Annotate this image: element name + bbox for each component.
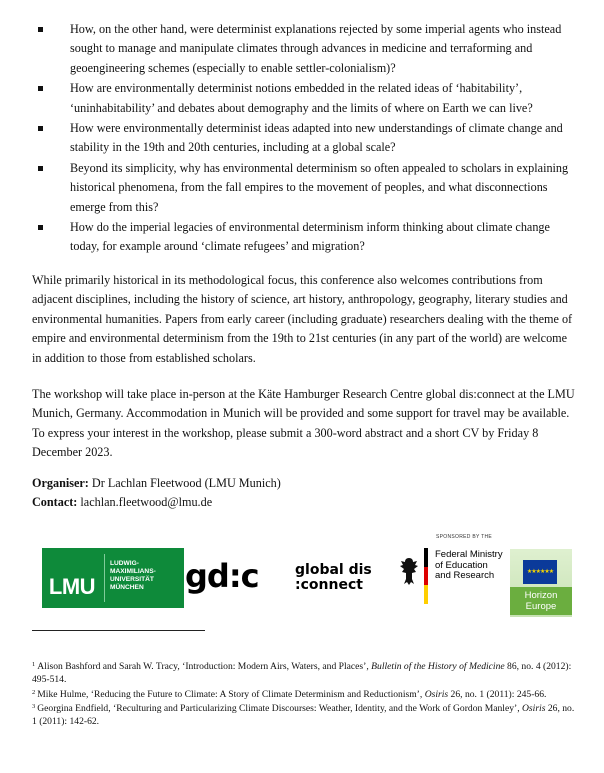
- list-item: [32, 20, 577, 78]
- footnote: [32, 659, 577, 687]
- question-text: Beyond its simplicity, why has environmental determinism so often appealed to scholars in explaining historical phenomena, from the fall empires to the movement of peoples, and what disconnections emerge from this?: [70, 160, 569, 214]
- footnote-citation: 86, no. 4 (2012): 495-514.: [32, 661, 572, 685]
- footnote-text: Mike Hulme, ‘Reducing the Future to Climate: A Story of Climate Determinism and Reductionism’,: [37, 688, 425, 700]
- footnote-number: 1: [32, 661, 36, 668]
- bullet-square-icon: [38, 166, 43, 171]
- footnote-journal: Osiris: [424, 688, 449, 700]
- bullet-square-icon: [38, 27, 43, 32]
- footnote-citation: 26, no. 1 (2011): 142-62.: [32, 703, 575, 728]
- sponsor-logos: [32, 534, 577, 618]
- disciplines-paragraph: While primarily historical in its methodological focus, this conference also welcomes contributions from adjacent disciplines, including the history of science, art history, anthropology, geography, literary studies and environmental humanities. Papers from early career (including graduate) researchers dealing with the theme of empire and environmental determinism from the 19th to 21st centuries (in any part of the world) are welcome in addition to those from established scholars.: [32, 273, 573, 365]
- footnote-text: Alison Bashford and Sarah W. Tracy, ‘Introduction: Modern Airs, Waters, and Places’,: [37, 661, 372, 672]
- list-item: [32, 119, 577, 158]
- question-list: [32, 20, 577, 258]
- federal-eagle-icon: [397, 552, 421, 592]
- lmu-logo-divider: [104, 554, 105, 602]
- contact-line: [32, 493, 212, 512]
- german-flag-icon: [424, 548, 428, 604]
- horizon-europe-logo: [510, 549, 572, 617]
- footnotes: [32, 659, 577, 729]
- list-item: [32, 218, 577, 257]
- lmu-logo-mark: LMU: [48, 574, 96, 599]
- global-disconnect-logo: global dis :connect: [295, 562, 372, 593]
- question-text: How, on the other hand, were determinist explanations rejected by some imperial agents who instead sought to manage and manipulate climates through advances in medicine and terraforming and geoengineering schemes (especially to enable settler-colonialism)?: [70, 22, 562, 75]
- footnote: [32, 701, 577, 729]
- logistics-paragraph: The workshop will take place in-person at the Käte Hamburger Research Centre global dis:connect at the LMU Munich, Germany. Accommodation in Munich will be provided and some support for travel may be available. To express your interest in the workshop, please submit a 300-word abstract and a short CV by Friday 8 December 2023.: [32, 387, 575, 460]
- footnote-journal: Bulletin of the History of Medicine: [371, 661, 505, 672]
- contact-email[interactable]: lachlan.fleetwood@lmu.de: [80, 495, 213, 509]
- footnote-journal: Osiris: [522, 703, 546, 715]
- list-item: [32, 159, 577, 217]
- gdc-logo: gd:c: [185, 557, 259, 595]
- bullet-square-icon: [38, 126, 43, 131]
- footnote-divider: [32, 630, 205, 631]
- organiser-name: Dr Lachlan Fleetwood (LMU Munich): [91, 476, 281, 490]
- lmu-logo: [42, 548, 184, 608]
- footnote: [32, 687, 577, 702]
- question-text: How do the imperial legacies of environmental determinism inform thinking about climate change today, for example around ‘climate refugees’ and migration?: [70, 220, 550, 254]
- footnote-number: 2: [32, 688, 36, 696]
- footnote-number: 3: [32, 703, 36, 711]
- bmbf-logo-text: Federal Ministry of Education and Research: [435, 549, 503, 581]
- question-text: How are environmentally determinist notions embedded in the related ideas of ‘habitability’, ‘uninhabitability’ and debates about demography and the limits of where on Earth we can live?: [70, 81, 533, 115]
- organiser-line: [32, 474, 281, 493]
- sponsored-by-label: SPONSORED BY THE: [436, 534, 493, 540]
- footnote-citation: 26, no. 1 (2011): 245-66.: [448, 688, 547, 700]
- question-text: How were environmentally determinist ideas adapted into new understandings of climate change and stability in the 19th and 20th centuries, including at a global scale?: [70, 121, 563, 155]
- list-item: [32, 79, 577, 118]
- eu-flag-icon: ★★★★★★: [523, 560, 557, 584]
- horizon-europe-label: Horizon Europe: [510, 587, 572, 615]
- contact-label: Contact:: [32, 495, 78, 509]
- footnote-text: Georgina Endfield, ‘Reculturing and Particularizing Climate Discourses: Weather, Identity, and the Work of Gordon Manley’,: [37, 703, 522, 715]
- bullet-square-icon: [38, 86, 43, 91]
- lmu-logo-wordmark: LUDWIG- MAXIMILIANS- UNIVERSITÄT MÜNCHEN: [110, 560, 156, 591]
- bullet-square-icon: [38, 225, 43, 230]
- organiser-label: Organiser:: [32, 476, 89, 490]
